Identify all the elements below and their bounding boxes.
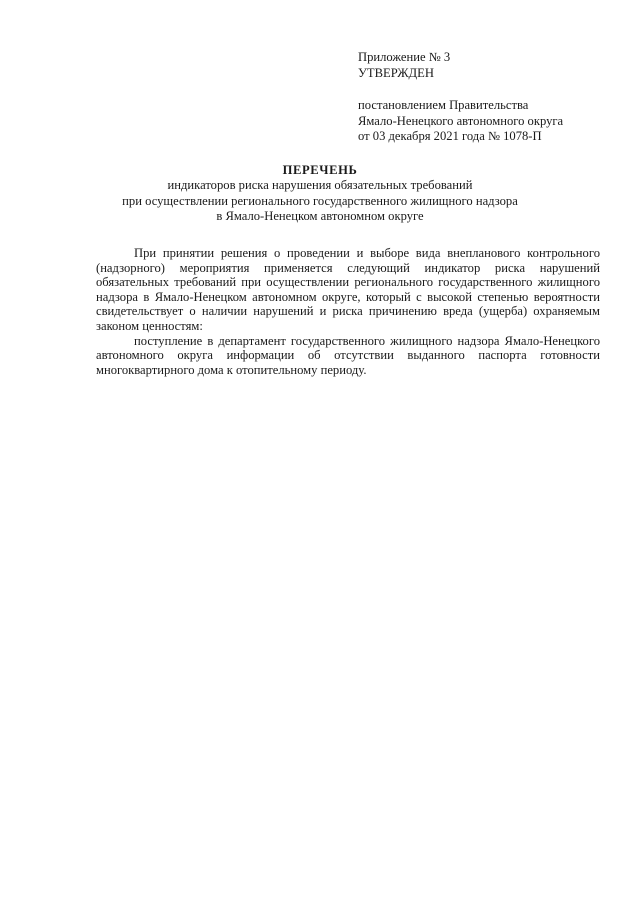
approval-gap — [358, 81, 608, 98]
paragraph-indicator-item: поступление в департамент государственного жилищного надзора Ямало-Ненецкого автономного округа информации об отсутствии выданного паспорта готовности многоквартирного дома к отопительному периоду. — [96, 333, 600, 377]
body-text — [96, 246, 600, 377]
document-heading: ПЕРЕЧЕНЬ — [282, 163, 358, 177]
decree-line-2: Ямало-Ненецкого автономного округа — [358, 113, 564, 128]
title-block — [60, 163, 580, 225]
decree-line-3: от 03 декабря 2021 года № 1078-П — [358, 129, 542, 144]
title-line-1: индикаторов риска нарушения обязательных требований — [167, 178, 473, 193]
appendix-number: Приложение № 3 — [358, 50, 451, 64]
title-line-2: при осуществлении регионального государственного жилищного надзора — [122, 193, 518, 208]
paragraph-indicator-intro: При принятии решения о проведении и выборе вида внепланового контрольного (надзорного) мероприятия применяется следующий индикатор риска нарушений обязательных требований при осуществлении регионального государственного жилищного надзора в Ямало-Ненецком автономном округе, который с высокой степенью вероятности свидетельствует о наличии нарушений и риска причинению вреда (ущерба) охраняемым законом ценностям: — [96, 246, 600, 333]
approval-block — [358, 50, 608, 145]
decree-line-1: постановлением Правительства — [358, 98, 529, 113]
approved-label: УТВЕРЖДЕН — [358, 65, 434, 80]
title-line-3: в Ямало-Ненецком автономном округе — [216, 209, 424, 224]
